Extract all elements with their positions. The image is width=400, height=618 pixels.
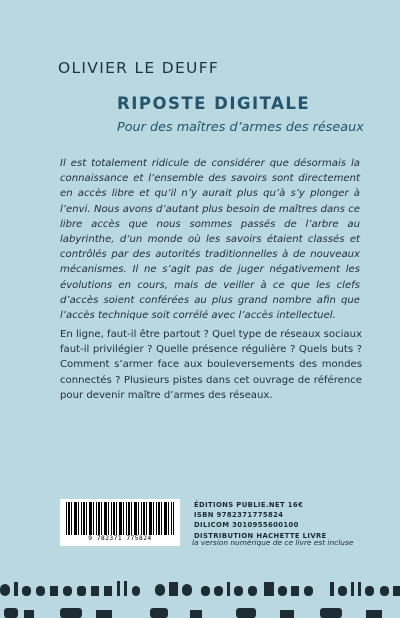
isbn-barcode [60,499,180,546]
distribution-line: DISTRIBUTION HACHETTE LIVRE [194,531,327,540]
author-name: OLIVIER LE DEUFF [58,59,220,77]
barcode-bars-icon [66,502,174,535]
book-title: RIPOSTE DIGITALE [117,94,311,113]
barcode-digits: 9 782371 775824 [88,535,152,542]
excerpt-quote: Il est totalement ridicule de considérer que désormais la connaissance et l’ensemble des savoirs sont directement en accès libre et qu’il n’y aurait plus qu’à s’y plonger à l’envi. Nous avons d’autant plus besoin de maîtres dans ce libre accès que nous sommes passés de l’arbre au labyrinthe, d’un monde où les savoirs étaient classés et contrôlés par des autorités traditionnelles à de nouveaux mécanismes. Il ne s’agit pas de juger négativement les évolutions en cours, mais de veiller à ce que les clefs d’accès soient conférées au plus grand nombre afin que l’accès technique soit corrélé avec l’accès intellectuel. [60,158,360,322]
decorative-glyph-band-icon [0,574,400,618]
ebook-note: la version numérique de ce livre est incluse [192,538,354,547]
publisher-price: ÉDITIONS PUBLIE.NET 16€ [194,501,304,509]
dilicom-code: DILICOM 3010955600100 [194,521,299,530]
book-description: En ligne, faut-il être partout ? Quel type de réseaux sociaux faut-il privilégier ? Quelle présence régulière ? Quels buts ? Comment s’armer face aux bouleversements des mondes connectés ? Plusieurs pistes dans cet ouvrage de référence pour devenir maître d’armes des réseaux. [60,329,362,401]
publisher-info [194,500,327,541]
book-subtitle: Pour des maîtres d’armes des réseaux [117,120,364,135]
isbn-number: ISBN 9782371775824 [194,511,284,520]
